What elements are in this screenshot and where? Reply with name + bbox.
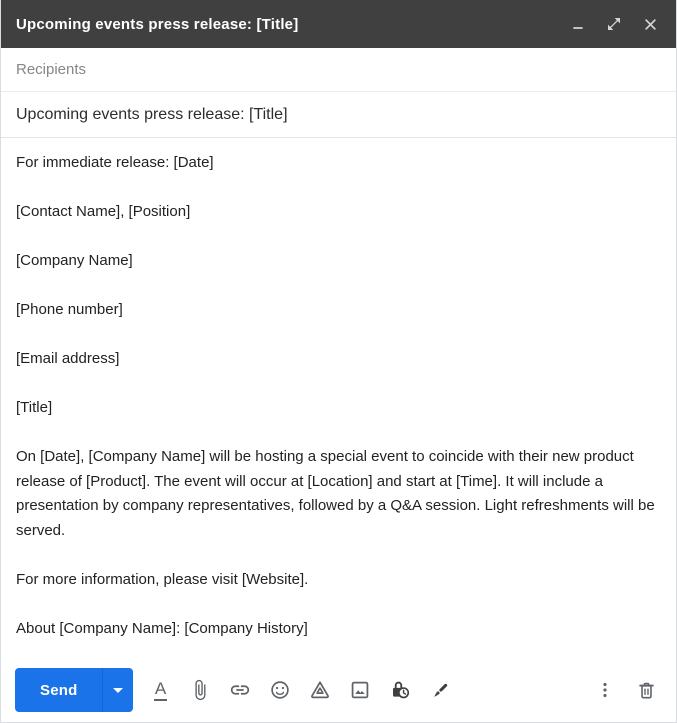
emoji-icon [269,679,291,701]
recipients-input[interactable] [16,61,661,78]
drive-icon [309,679,331,701]
link-icon [229,679,251,701]
body-paragraph: [Phone number] [16,301,123,318]
recipients-row [1,48,676,92]
more-options-button[interactable] [588,670,622,710]
titlebar [1,0,676,48]
expand-icon [606,16,622,32]
close-icon [643,17,658,32]
compose-toolbar [1,666,676,714]
message-body[interactable] [1,138,676,641]
body-paragraph: [Title] [16,399,53,416]
send-button-group [15,668,133,712]
compose-title: Upcoming events press release: [Title] [16,15,299,33]
toolbar-right [588,670,664,710]
discard-draft-button[interactable] [628,670,664,710]
formatting-toolbar [140,670,460,710]
window-controls [568,14,660,34]
insert-photo-button[interactable] [340,670,380,710]
more-vert-icon [595,680,615,700]
attach-files-button[interactable] [180,670,220,710]
body-paragraph: About [Company Name]: [Company History] [16,619,308,637]
send-options-button[interactable] [102,668,133,712]
expand-button[interactable] [604,14,624,34]
pen-icon [429,679,452,702]
send-button[interactable]: Send [40,681,78,699]
minimize-icon [570,16,586,32]
body-paragraph: On [Date], [Company Name] will be hosting a special event to coincide with their new product release of [Product]. The event will occur at [Location] and start at [Time]. It will include a presentation by company representatives, followed by a Q&A session. Light refreshments will be served. [16,448,655,539]
minimize-button[interactable] [568,14,588,34]
body-paragraph: For immediate release: [Date] [16,154,214,171]
insert-from-drive-button[interactable] [300,670,340,710]
text-format-icon: A [154,680,167,701]
confidential-lock-clock-icon [389,679,412,702]
trash-icon [636,680,657,701]
body-paragraph: [Company Name] [16,252,133,269]
confidential-mode-button[interactable] [380,670,420,710]
insert-signature-button[interactable] [420,670,460,710]
subject-row [1,92,676,138]
body-paragraph: For more information, please visit [Website]. [16,570,309,588]
insert-emoji-button[interactable] [260,670,300,710]
image-icon [349,679,371,701]
insert-link-button[interactable] [220,670,260,710]
close-button[interactable] [640,14,660,34]
chevron-down-icon [113,688,123,693]
body-paragraph: [Email address] [16,350,120,367]
subject-input[interactable] [16,106,661,124]
formatting-options-button[interactable] [140,670,180,710]
body-paragraph: [Contact Name], [Position] [16,203,191,220]
paperclip-icon [189,679,211,701]
